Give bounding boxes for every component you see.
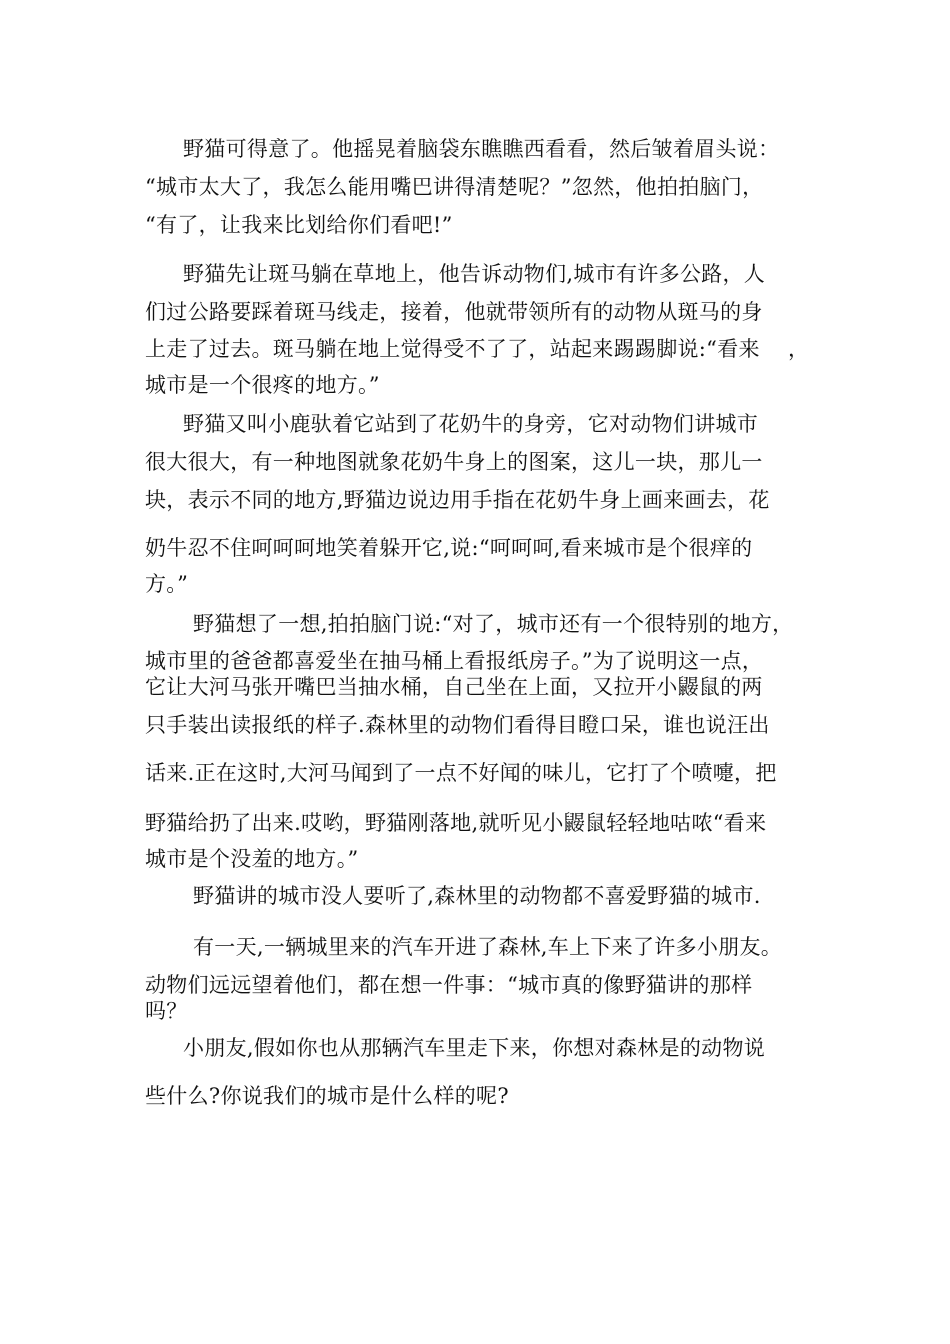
text-line: 块，表示不同的地方,野猫边说边用手指在花奶牛身上画来画去，花: [145, 488, 770, 512]
text-line: 城市里的爸爸都喜爱坐在抽马桶上看报纸房子。”为了说明这一点，: [145, 649, 764, 673]
text-line: 野猫又叫小鹿驮着它站到了花奶牛的身旁，它对动物们讲城市: [183, 412, 759, 436]
text-line: 很大很大，有一种地图就象花奶牛身上的图案，这儿一块，那儿一: [145, 450, 763, 474]
text-line: 吗？: [145, 999, 188, 1023]
text-line: 城市是个没羞的地方。”: [145, 847, 359, 871]
text-line: “有了，让我来比划给你们看吧!”: [145, 213, 453, 237]
text-line: 些什么?你说我们的城市是什么样的呢?: [145, 1084, 509, 1108]
text-line: 方。”: [145, 572, 189, 596]
text-line: 野猫讲的城市没人要听了,森林里的动物都不喜爱野猫的城市.: [193, 884, 761, 908]
text-line: 上走了过去。斑马躺在地上觉得受不了了，站起来踢踢脚说:“看来: [145, 337, 760, 361]
text-line: 奶牛忍不住呵呵呵地笑着躲开它,说:“呵呵呵,看来城市是个很痒的: [145, 536, 753, 560]
text-line: 小朋友,假如你也从那辆汽车里走下来，你想对森林是的动物说: [183, 1036, 766, 1060]
text-line: “城市太大了，我怎么能用嘴巴讲得清楚呢？”忽然，他拍拍脑门，: [145, 175, 764, 199]
text-line: 野猫先让斑马躺在草地上，他告诉动物们,城市有许多公路，人: [183, 262, 766, 286]
text-line: 野猫可得意了。他摇晃着脑袋东瞧瞧西看看，然后皱着眉头说：: [183, 137, 780, 161]
text-line: 野猫想了一想,拍拍脑门说:“对了，城市还有一个很特别的地方，: [193, 612, 794, 636]
text-line: 动物们远远望着他们，都在想一件事：“城市真的像野猫讲的那样: [145, 973, 753, 997]
text-line: 们过公路要踩着斑马线走，接着，他就带领所有的动物从斑马的身: [145, 300, 763, 324]
text-line: ，: [788, 337, 810, 361]
text-line: 它让大河马张开嘴巴当抽水桶，自己坐在上面，又拉开小鼹鼠的两: [145, 675, 763, 699]
text-line: 有一天,一辆城里来的汽车开进了森林,车上下来了许多小朋友。: [193, 935, 783, 959]
text-line: 城市是一个很疼的地方。”: [145, 373, 380, 397]
text-line: 野猫给扔了出来.哎哟，野猫刚落地,就听见小鼹鼠轻轻地咕哝“看来: [145, 811, 767, 835]
text-line: 话来.正在这时,大河马闻到了一点不好闻的味儿，它打了个喷嚏，把: [145, 761, 777, 785]
text-line: 只手装出读报纸的样子.森林里的动物们看得目瞪口呆，谁也说汪出: [145, 713, 770, 737]
